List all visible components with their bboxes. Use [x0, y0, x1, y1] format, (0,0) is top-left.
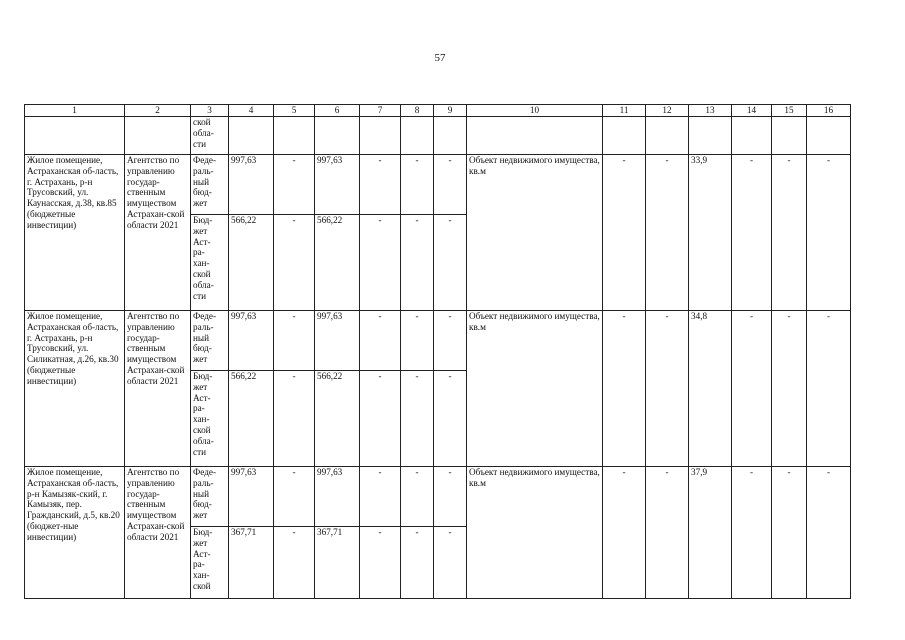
- value-cell: 34,8: [689, 311, 732, 467]
- funding-source-regional: Бюд- жет Аст- ра- хан- ской обла- сти: [191, 371, 229, 467]
- value-cell: -: [434, 371, 467, 467]
- value-cell: -: [360, 155, 401, 215]
- header-col-7: 7: [360, 105, 401, 117]
- value-cell: -: [434, 311, 467, 371]
- value-cell: 367,71: [229, 527, 274, 599]
- header-col-8: 8: [401, 105, 434, 117]
- value-cell: -: [434, 467, 467, 527]
- value-cell: -: [401, 467, 434, 527]
- object-agency: Агентство по управлению государ-ственным имуществом Астрахан-ской области 2021: [125, 155, 191, 311]
- header-col-3: 3: [191, 105, 229, 117]
- value-cell: -: [732, 155, 772, 311]
- value-cell: -: [646, 467, 689, 599]
- value-cell: -: [401, 311, 434, 371]
- header-col-5: 5: [274, 105, 315, 117]
- header-col-11: 11: [603, 105, 646, 117]
- value-cell: 367,71: [315, 527, 360, 599]
- object-name: Жилое помещение, Астраханская об-ласть, г. Астрахань, р-н Трусовский, ул. Силикатная, д.26, кв.30 (бюджетные инвестиции): [25, 311, 125, 467]
- header-row: [25, 105, 851, 117]
- header-col-9: 9: [434, 105, 467, 117]
- object-row-federal: [25, 311, 851, 371]
- value-cell: -: [274, 527, 315, 599]
- object-row-federal: [25, 467, 851, 527]
- header-col-16: 16: [807, 105, 851, 117]
- value-cell: -: [772, 467, 807, 599]
- value-cell: 997,63: [229, 155, 274, 215]
- header-col-13: 13: [689, 105, 732, 117]
- funding-source-regional: Бюд- жет Аст- ра- хан- ской обла- сти: [191, 215, 229, 311]
- budget-table: [24, 104, 851, 599]
- page-number: 57: [434, 52, 446, 64]
- header-col-15: 15: [772, 105, 807, 117]
- value-cell: -: [360, 371, 401, 467]
- continuation-source: ской обла- сти: [191, 117, 229, 155]
- value-cell: -: [603, 467, 646, 599]
- value-cell: 997,63: [315, 467, 360, 527]
- value-cell: 566,22: [315, 215, 360, 311]
- value-cell: -: [274, 215, 315, 311]
- value-cell: -: [274, 371, 315, 467]
- value-cell: -: [360, 467, 401, 527]
- value-cell: 566,22: [229, 371, 274, 467]
- value-cell: -: [360, 311, 401, 371]
- value-cell: 997,63: [229, 311, 274, 371]
- value-cell: 997,63: [315, 155, 360, 215]
- value-cell: -: [732, 311, 772, 467]
- object-name: Жилое помещение, Астраханская об-ласть, р-н Камызяк-ский, г. Камызяк, пер. Гражданский, д.5, кв.20 (бюджет-ные инвестиции): [25, 467, 125, 599]
- indicator-cell: Объект недвижимого имущества, кв.м: [467, 155, 603, 311]
- funding-source-federal: Феде- раль- ный бюд- жет: [191, 467, 229, 527]
- funding-source-regional: Бюд- жет Аст- ра- хан- ской: [191, 527, 229, 599]
- header-col-2: 2: [125, 105, 191, 117]
- funding-source-federal: Феде- раль- ный бюд- жет: [191, 155, 229, 215]
- value-cell: -: [807, 155, 851, 311]
- value-cell: -: [434, 155, 467, 215]
- value-cell: -: [646, 311, 689, 467]
- value-cell: 33,9: [689, 155, 732, 311]
- value-cell: -: [772, 155, 807, 311]
- value-cell: 37,9: [689, 467, 732, 599]
- value-cell: -: [807, 467, 851, 599]
- header-col-14: 14: [732, 105, 772, 117]
- value-cell: 566,22: [315, 371, 360, 467]
- value-cell: 566,22: [229, 215, 274, 311]
- value-cell: -: [434, 527, 467, 599]
- value-cell: -: [274, 311, 315, 371]
- indicator-cell: Объект недвижимого имущества, кв.м: [467, 311, 603, 467]
- value-cell: -: [360, 215, 401, 311]
- value-cell: -: [360, 527, 401, 599]
- value-cell: 997,63: [315, 311, 360, 371]
- header-col-4: 4: [229, 105, 274, 117]
- header-col-10: 10: [467, 105, 603, 117]
- value-cell: -: [401, 215, 434, 311]
- value-cell: -: [772, 311, 807, 467]
- value-cell: -: [274, 155, 315, 215]
- object-name: Жилое помещение, Астраханская об-ласть, г. Астрахань, р-н Трусовский, ул. Каунасская, д.38, кв.85 (бюджетные инвестиции): [25, 155, 125, 311]
- object-agency: Агентство по управлению государ-ственным имуществом Астрахан-ской области 2021: [125, 467, 191, 599]
- header-col-6: 6: [315, 105, 360, 117]
- value-cell: -: [401, 527, 434, 599]
- value-cell: -: [603, 155, 646, 311]
- value-cell: -: [603, 311, 646, 467]
- value-cell: -: [807, 311, 851, 467]
- object-row-federal: [25, 155, 851, 215]
- header-col-1: 1: [25, 105, 125, 117]
- continuation-row: [25, 117, 851, 155]
- value-cell: -: [401, 371, 434, 467]
- object-agency: Агентство по управлению государ-ственным имуществом Астрахан-ской области 2021: [125, 311, 191, 467]
- funding-source-federal: Феде- раль- ный бюд- жет: [191, 311, 229, 371]
- value-cell: -: [732, 467, 772, 599]
- value-cell: -: [401, 155, 434, 215]
- value-cell: -: [646, 155, 689, 311]
- header-col-12: 12: [646, 105, 689, 117]
- indicator-cell: Объект недвижимого имущества, кв.м: [467, 467, 603, 599]
- value-cell: -: [434, 215, 467, 311]
- value-cell: 997,63: [229, 467, 274, 527]
- value-cell: -: [274, 467, 315, 527]
